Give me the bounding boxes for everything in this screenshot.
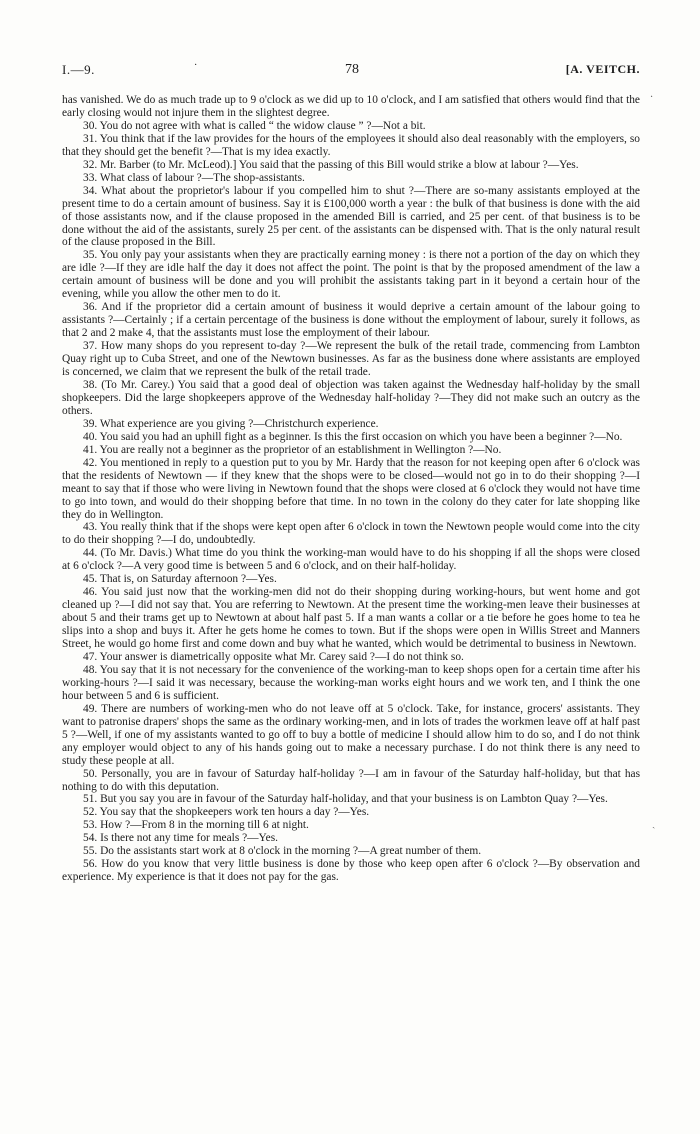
margin-tick: ˏ — [652, 818, 656, 829]
question-31: 31. You think that if the law provides for the hours of the employees it should also deal reasonably with the employers, so that they should get the benefit ?—That is my idea exactly. — [62, 132, 640, 158]
question-32: 32. Mr. Barber (to Mr. McLeod).] You said that the passing of this Bill would strike a blow at labour ?—Yes. — [83, 158, 579, 171]
question-34: 34. What about the proprietor's labour if you compelled him to shut ?—There are so-many assistants employed at the present time to do a certain amount of business. Say it is £100,000 worth a year : the bulk of that business is done with the aid of those assistants now, and if the clause proposed in the amended Bill is carried, and 25 per cent. of that business is to be done without the aid of the assistants, surely 25 per cent. of the assistants can be dispensed with. That is the only natural result of the clause proposed in the Bill. — [62, 184, 640, 249]
question-54: 54. Is there not any time for meals ?—Yes. — [83, 832, 278, 845]
margin-speck: · — [650, 92, 654, 103]
question-56: 56. How do you know that very little business is done by those who keep open after 6 o'clock ?—By observation and experience. My experience is that it does not pay for the gas. — [62, 858, 640, 884]
page-header — [62, 62, 640, 78]
question-49: 49. There are numbers of working-men who do not leave off at 5 o'clock. Take, for instance, grocers' assistants. They want to patronise drapers' shops the same as the ordinary working-men, and in lots of trades the workmen leave off at half past 5 ?—Well, if one of my assistants wanted to go off to buy a bottle of medicine I should allow him to do so, and I do not think any employer would object to any of his hands going out to make a necessary purchase. I do not think there is any need to study these people at all. — [62, 702, 640, 767]
question-30: 30. You do not agree with what is called “ the widow clause ” ?—Not a bit. — [83, 119, 426, 132]
header-witness-name: [A. VEITCH. — [565, 62, 640, 76]
question-47: 47. Your answer is diametrically opposite what Mr. Carey said ?—I do not think so. — [83, 650, 464, 663]
question-38: 38. (To Mr. Carey.) You said that a good deal of objection was taken against the Wednesday half-holiday by the small shopkeepers. Did the large shopkeepers approve of the Wednesday half-holiday ?—They did not make such an outcry as the others. — [62, 378, 640, 417]
question-35: 35. You only pay your assistants when they are practically earning money : is there not a portion of the day on which they are idle ?—If they are idle half the day it does not affect the point. The point is that by the proposed amendment of the law a certain amount of business will be done and you will prohibit the assistants taking part in it beyond a certain hour of the evening, while you allow the other men to do it. — [62, 249, 640, 301]
question-37: 37. How many shops do you represent to-day ?—We represent the bulk of the retail trade, commencing from Lambton Quay right up to Cuba Street, and one of the Newtown businesses. As far as the business done where assistants are employed is concerned, we claim that we represent the bulk of the retail trade. — [62, 340, 640, 379]
page-body — [62, 94, 640, 884]
question-41: 41. You are really not a beginner as the proprietor of an establishment in Wellington ?—No. — [83, 443, 502, 456]
question-50: 50. Personally, you are in favour of Saturday half-holiday ?—I am in favour of the Saturday half-holiday, but that has nothing to do with this deputation. — [62, 767, 640, 793]
question-53: 53. How ?—From 8 in the morning till 6 at night. — [83, 819, 309, 832]
page-number: 78 — [345, 62, 359, 77]
header-dot: · — [194, 60, 198, 71]
header-document-reference: I.—9. — [62, 62, 95, 77]
question-43: 43. You really think that if the shops were kept open after 6 o'clock in town the Newtown people would come into the city to do their shopping ?—I do, undoubtedly. — [62, 521, 640, 547]
question-55: 55. Do the assistants start work at 8 o'clock in the morning ?—A great number of them. — [83, 845, 482, 858]
question-33: 33. What class of labour ?—The shop-assistants. — [83, 171, 305, 184]
question-48: 48. You say that it is not necessary for the convenience of the working-man to keep shops open for a certain time after his working-hours ?—I said it was necessary, because the working-man works eight hours and we work ten, and I think the one hour between 5 and 6 is sufficient. — [62, 663, 640, 702]
question-36: 36. And if the proprietor did a certain amount of business it would deprive a certain amount of the labour going to assistants ?—Certainly ; if a certain percentage of the business is done without the employment of labour, surely it follows, as that 2 and 2 make 4, that the assistants must lose the employment of their labour. — [62, 301, 640, 340]
paragraph-continuation: has vanished. We do as much trade up to 9 o'clock as we did up to 10 o'clock, and I am satisfied that others would find that the early closing would not injure them in the slightest degree. — [62, 94, 640, 119]
question-44: 44. (To Mr. Davis.) What time do you think the working-man would have to do his shopping if all the shops were closed at 6 o'clock ?—A very good time is between 5 and 6 o'clock, and on their half-holiday. — [62, 547, 640, 573]
question-46: 46. You said just now that the working-men did not do their shopping during working-hours, but went home and got cleaned up ?—I did not say that. You are referring to Newtown. At the present time the working-men leave their businesses at about 5 and their trams get up to Newtown at about half past 5. If a man wants a collar or a tie before he goes home to tea he slips into a shop and buys it. After he gets home he comes to town. But if the shops were open in Willis Street and Manners Street, he would go home first and come down and buy what he wanted, which would be detrimental to business in Newtown. — [62, 586, 640, 651]
question-39: 39. What experience are you giving ?—Christchurch experience. — [83, 417, 379, 430]
question-51: 51. But you say you are in favour of the Saturday half-holiday, and that your business is on Lambton Quay ?—Yes. — [83, 793, 608, 806]
question-42: 42. You mentioned in reply to a question put to you by Mr. Hardy that the reason for not keeping open after 6 o'clock was that the residents of Newtown — if they knew that the shops were to be closed—would not go in to do their shopping ?—I meant to say that if those who were living in Newtown found that the shops were closed at 6 o'clock they would not have time to go into town, and would do their shopping before that time. In no town in the colony do they cater for late shopping like they do in Wellington. — [62, 456, 640, 521]
question-45: 45. That is, on Saturday afternoon ?—Yes. — [83, 573, 277, 586]
question-52: 52. You say that the shopkeepers work ten hours a day ?—Yes. — [83, 806, 370, 819]
question-40: 40. You said you had an uphill fight as a beginner. Is this the first occasion on which you have been a beginner ?—No. — [83, 430, 623, 443]
